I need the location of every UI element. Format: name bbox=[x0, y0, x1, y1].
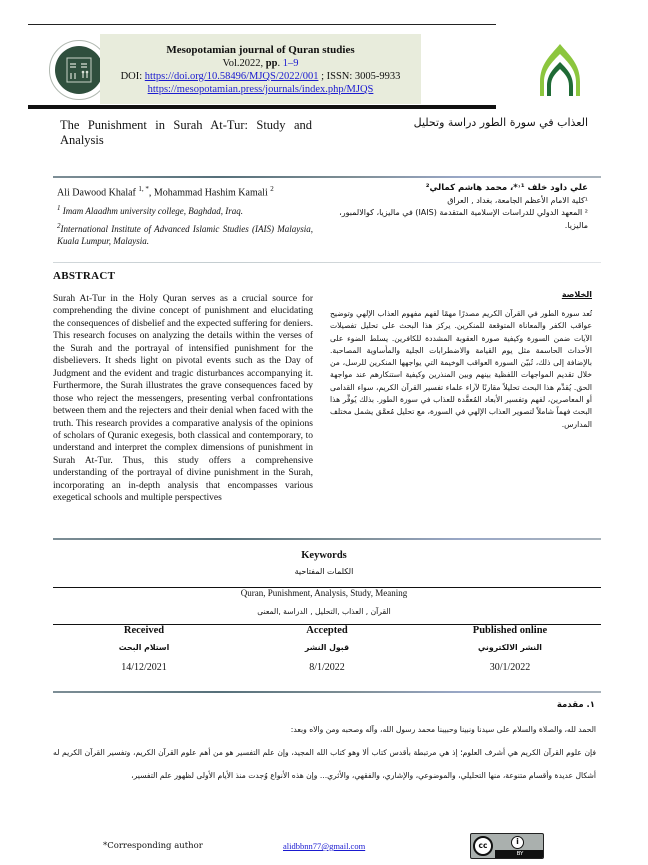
page-range: 1–9 bbox=[282, 58, 299, 69]
intro-heading: ١. مقدمة bbox=[556, 700, 595, 710]
abstract-heading: ABSTRACT bbox=[53, 270, 116, 282]
affiliation-1-ar: ¹كلية الامام الأعظم الجامعة، بغداد , العراق bbox=[447, 195, 588, 205]
section-divider bbox=[53, 538, 601, 540]
intro-paragraph-2: فإن علوم القرآن الكريم هي أشرف العلوم؛ إذ هي مرتبطة بأقدس كتاب ألا وهو كتاب الله المجيد، وإن علم التفسير هو من أهم علوم القرآن الكريم، وتفسير القرآن الكريم له أشكال عديدة وأقسام متنوعة، منها التحليلي، والموضوعي، والإشاري، والفقهي، والأثري... وإن هذه الأنواع وُجدت منذ الأيام الأولى لظهور علم التفسير، bbox=[53, 748, 596, 780]
keywords-heading-ar: الكلمات المفتاحية bbox=[294, 567, 354, 576]
section-divider bbox=[53, 176, 601, 178]
affiliation-2: $^2$International Institute of Advanced Islamic Studies (IAIS) Malaysia, Kuala Lumpur, Malaysia. bbox=[57, 222, 313, 247]
corresponding-author-label: *Corresponding author bbox=[103, 841, 203, 851]
section-divider bbox=[53, 691, 601, 693]
article-title-ar: العذاب في سورة الطور دراسة وتحليل bbox=[413, 116, 588, 129]
affiliation-1: $^1$ Imam Alaadhm university college, Baghdad, Iraq. bbox=[57, 204, 244, 217]
date-accepted: Accepted قبول النشر 8/1/2022 bbox=[304, 625, 350, 673]
attribution-person-icon: i bbox=[511, 836, 524, 849]
issn: ; ISSN: 3005-9933 bbox=[318, 71, 401, 82]
abstract-heading-ar: الخلاصة bbox=[561, 290, 592, 299]
author-names-ar: علي داود خلف ¹˒*، محمد هاشم كمالي² bbox=[425, 183, 588, 193]
green-arch-logo bbox=[536, 42, 584, 98]
creative-commons-by-badge[interactable] bbox=[470, 833, 544, 859]
date-received: Received استلام البحث 14/12/2021 bbox=[118, 625, 170, 673]
abstract-text-ar: تُعد سورة الطور في القرآن الكريم مصدرًا مهمًا لفهم مفهوم العذاب الإلهي وتوضيح عواقب الكفر والمعاناة المتوقعة للمنكرين. يركز هذا البحث على تحليل تفصيلات الآيات ضمن السورة وكيفية صورة العقوبة المشددة للكافرين. يسلط الضوء على الأحداث الحاسمة مثل يوم القيامة والاضطرابات الجلية والمأساوية المصاحبة. بالإضافة إلى ذلك، تُبيّن السورة العواقب الوخيمة التي يواجهها المنكرين للرسل، من خلال تقديم المواجهات اللفظية بينهم وبين المنذرين وكيفية استنكارهم عند مواجهة الحق. يُقدِّم هذا البحث تحليلاً مقارنًا لآراء علماء تفسير القرآن الكريم، سواء القدامى أو المعاصرين، لفهم وتفسير الأبعاد المُعقَّدة للعذاب في سورة الطور. بذلك يُوفِّر هذا البحث فهماً شاملاً لتصوير العذاب الإلهي في السورة، مع تحليل مُعمَّق يشمل مختلف المدارس. bbox=[330, 309, 592, 429]
corresponding-email-link[interactable]: alidbbnn77@gmail.com bbox=[283, 841, 366, 851]
cc-icon: cc bbox=[473, 836, 493, 856]
section-divider bbox=[53, 262, 601, 263]
abstract-text: Surah At-Tur in the Holy Quran serves as a crucial source for comprehending the divine concept of punishment and elucidating the consequences of disbelief and the expected suffering for deniers. This research focuses on analyzing the details within the verses of the Surah and the portrayal of intensified punishment for the disbelievers. It sheds light on pivotal events such as the Day of Judgment and the evident and tragic disturbances accompanying it. Furthermore, the Surah illustrates the grave consequences faced by those who reject the messengers, presenting verbal confrontations between them and the rejecters and their denial when faced with the truth. This research provides a comparative analysis of the opinions of scholars of Quranic exegesis, both classical and contemporary, to understand and interpret the complex dimensions of punishment in Surah At-Tur. Thus, this study offers a comprehensive understanding of the portrayal of divine punishment in the Surah, incorporating an in-depth analysis that encompasses various exegetical schools and multiple perspectives bbox=[53, 294, 313, 504]
seal-icon bbox=[55, 46, 103, 94]
keywords-ar: القرآن , العذاب ,التحليل , الدراسة ,المعنى bbox=[257, 607, 391, 616]
keywords-heading: Keywords bbox=[301, 550, 347, 561]
authors-en bbox=[57, 183, 313, 247]
affiliation-2-ar: ² المعهد الدولي للدراسات الإسلامية المتقدمة (IAIS) في ماليزيا، كوالالمبور، ماليزيا. bbox=[339, 208, 588, 230]
doi-line: DOI: https://doi.org/10.58496/MJQS/2022/001 ; ISSN: 3005-9933 bbox=[120, 71, 401, 82]
keywords-en: Quran, Punishment, Analysis, Study, Meaning bbox=[240, 588, 408, 598]
journal-url-link[interactable]: https://mesopotamian.press/journals/index.php/MJQS bbox=[147, 84, 374, 95]
date-published: Published online النشر الالكتروني 30/1/2022 bbox=[472, 625, 548, 673]
arch-icon bbox=[536, 42, 584, 98]
header-bottom-rule bbox=[28, 105, 496, 109]
doi-link[interactable]: https://doi.org/10.58496/MJQS/2022/001 bbox=[144, 71, 319, 82]
journal-title: Mesopotamian journal of Quran studies bbox=[166, 44, 355, 56]
volume-pages: Vol.2022, pp. 1–9 bbox=[222, 58, 299, 69]
journal-info-box bbox=[100, 34, 421, 104]
header-top-rule bbox=[28, 24, 496, 25]
authors-ar bbox=[330, 182, 588, 232]
by-label: BY bbox=[495, 850, 544, 858]
intro-paragraph-1: الحمد لله، والصلاة والسلام على سيدنا ونبينا وحبيبنا محمد رسول الله، وآله وصحبه ومن والاه وبعد: bbox=[290, 725, 596, 734]
author-names: Ali Dawood Khalaf $^{1, *}$, Mohammad Hashim Kamali $^2$ bbox=[57, 185, 274, 199]
article-title-en: The Punishment in Surah At-Tur: Study and Analysis bbox=[60, 118, 312, 147]
